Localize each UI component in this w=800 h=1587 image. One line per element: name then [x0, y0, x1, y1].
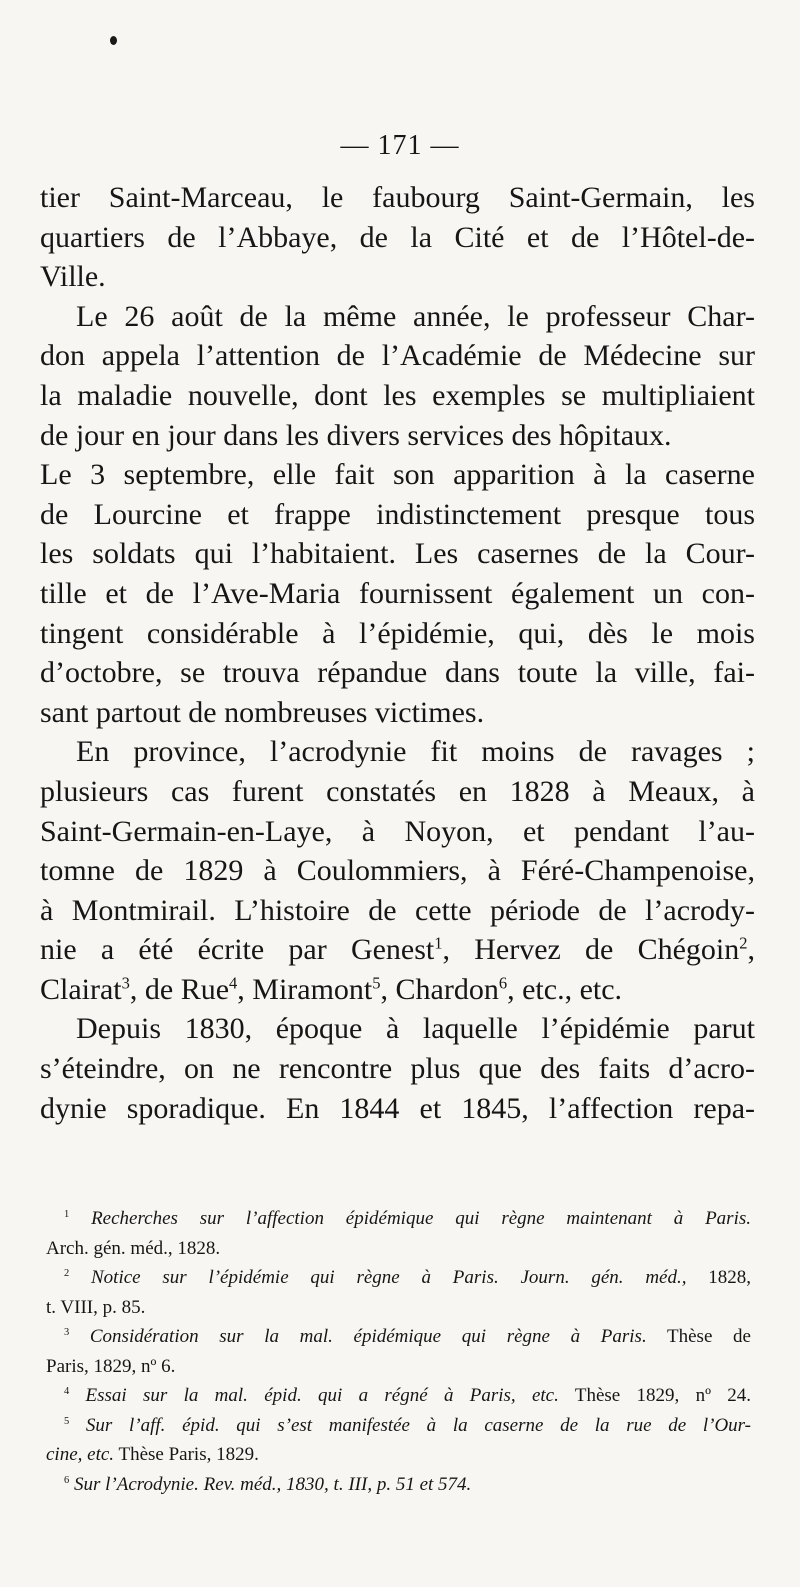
text-line: Le 3 septembre, elle fait son apparition à la caserne [40, 458, 755, 492]
text-line: s’éteindre, on ne rencontre plus que des faits d’acro- [40, 1052, 755, 1086]
footnote-title: Notice sur l’épidémie qui règne à Paris. [91, 1267, 499, 1288]
text-line: de jour en jour dans les divers services des hôpitaux. [40, 418, 672, 452]
footnote-mark: 5 [64, 1415, 70, 1427]
text-line: tier Saint-Marceau, le faubourg Saint-Germain, les [40, 181, 755, 214]
footnote-5-cont [46, 1440, 751, 1470]
text-line: tomne de 1829 à Coulommiers, à Féré-Champenoise, [40, 854, 755, 888]
footnote-ref: 2 [739, 933, 748, 953]
footnote-ref-text: Rev. méd., 1830, t. III, p. 51 et 574. [203, 1473, 472, 1495]
text-segment: , [747, 933, 756, 967]
footnote-title: Recherches sur l’affection épidémique qui règne maintenant à Paris. [91, 1208, 752, 1229]
text-line: tingent considérable à l’épidémie, qui, dès le mois [40, 616, 755, 650]
text-line: quartiers de l’Abbaye, de la Cité et de l’Hôtel-de- [40, 220, 755, 254]
text-line: tille et de l’Ave-Maria fournissent également un con- [40, 576, 755, 610]
text-segment: , Miramont [237, 972, 373, 1006]
footnote-3-cont: Paris, 1829, nº 6. [46, 1355, 176, 1377]
text-segment: nie a été écrite par Genest [40, 933, 435, 967]
footnote-mark: 1 [64, 1209, 70, 1221]
footnote-2 [46, 1263, 751, 1293]
text-line: les soldats qui l’habitaient. Les casernes de la Cour- [40, 537, 755, 571]
text-line: Ville. [40, 260, 106, 294]
footnote-mark: 6 [64, 1474, 70, 1486]
footnote-ref: 4 [229, 973, 238, 993]
footnote-year: 1828, [708, 1267, 752, 1288]
footnote-title: Sur l’Acrodynie. [73, 1473, 199, 1495]
text-line: plusieurs cas furent constatés en 1828 à Meaux, à [40, 774, 755, 808]
footnote-1-cont: Arch. gén. méd., 1828. [46, 1237, 221, 1259]
text-line: Saint-Germain-en-Laye, à Noyon, et pendant l’au- [40, 814, 755, 848]
main-text [40, 178, 755, 1128]
text-line: de Lourcine et frappe indistinctement presque tous [40, 497, 755, 531]
footnote-title: Essai sur la mal. épid. qui a régné à Paris, etc. [85, 1385, 559, 1406]
text-line: d’octobre, se trouva répandue dans toute la ville, fai- [40, 656, 755, 690]
text-segment: , etc., etc. [507, 972, 623, 1006]
footnote-title: Sur l’aff. épid. qui s’est manifestée à la caserne de la rue de l’Our- [85, 1414, 752, 1436]
text-line: Le 26 août de la même année, le professeur Char- [76, 299, 755, 333]
text-line: Depuis 1830, époque à laquelle l’épidémie parut [76, 1012, 755, 1046]
footnote-ref-text: Journ. gén. méd., [520, 1267, 687, 1288]
text-line: En province, l’acrodynie fit moins de ravages ; [76, 735, 755, 769]
ink-speck [110, 36, 117, 45]
footnote-4 [46, 1381, 751, 1411]
text-line: dynie sporadique. En 1844 et 1845, l’affection repa- [40, 1091, 755, 1125]
text-segment: Clairat [40, 972, 122, 1006]
text-line: sant partout de nombreuses victimes. [40, 695, 485, 729]
footnote-ref-text: Thèse Paris, 1829. [118, 1444, 259, 1465]
footnotes [46, 1204, 751, 1499]
footnote-ref: 5 [372, 973, 381, 993]
text-line [40, 970, 755, 1010]
footnote-mark: 2 [64, 1268, 70, 1280]
text-segment: , Hervez de Chégoin [442, 933, 740, 967]
footnote-ref: 6 [498, 973, 508, 993]
text-line: à Montmirail. L’histoire de cette période de l’acrody- [40, 893, 755, 927]
footnote-6 [46, 1470, 751, 1500]
footnote-mark: 4 [64, 1386, 70, 1398]
footnote-3 [46, 1322, 751, 1352]
footnote-5 [46, 1411, 751, 1441]
footnote-1 [46, 1204, 751, 1234]
text-segment: , de Rue [129, 972, 230, 1006]
text-segment: , Chardon [380, 972, 499, 1006]
footnote-ref: 1 [434, 933, 443, 953]
footnote-ref-text: Thèse de [667, 1326, 751, 1347]
footnote-title: Considération sur la mal. épidémique qui règne à Paris. [89, 1326, 647, 1347]
text-line [40, 930, 755, 970]
footnote-title-cont: cine, etc. [46, 1444, 115, 1465]
footnote-ref: 3 [121, 973, 130, 993]
footnote-ref-text: Thèse 1829, nº 24. [574, 1385, 752, 1406]
text-line: la maladie nouvelle, dont les exemples se multipliaient [40, 378, 755, 412]
text-line: don appela l’attention de l’Académie de Médecine sur [40, 339, 755, 373]
page-number: — 171 — [340, 130, 460, 161]
footnote-2-cont: t. VIII, p. 85. [46, 1296, 146, 1318]
footnote-mark: 3 [64, 1327, 70, 1339]
